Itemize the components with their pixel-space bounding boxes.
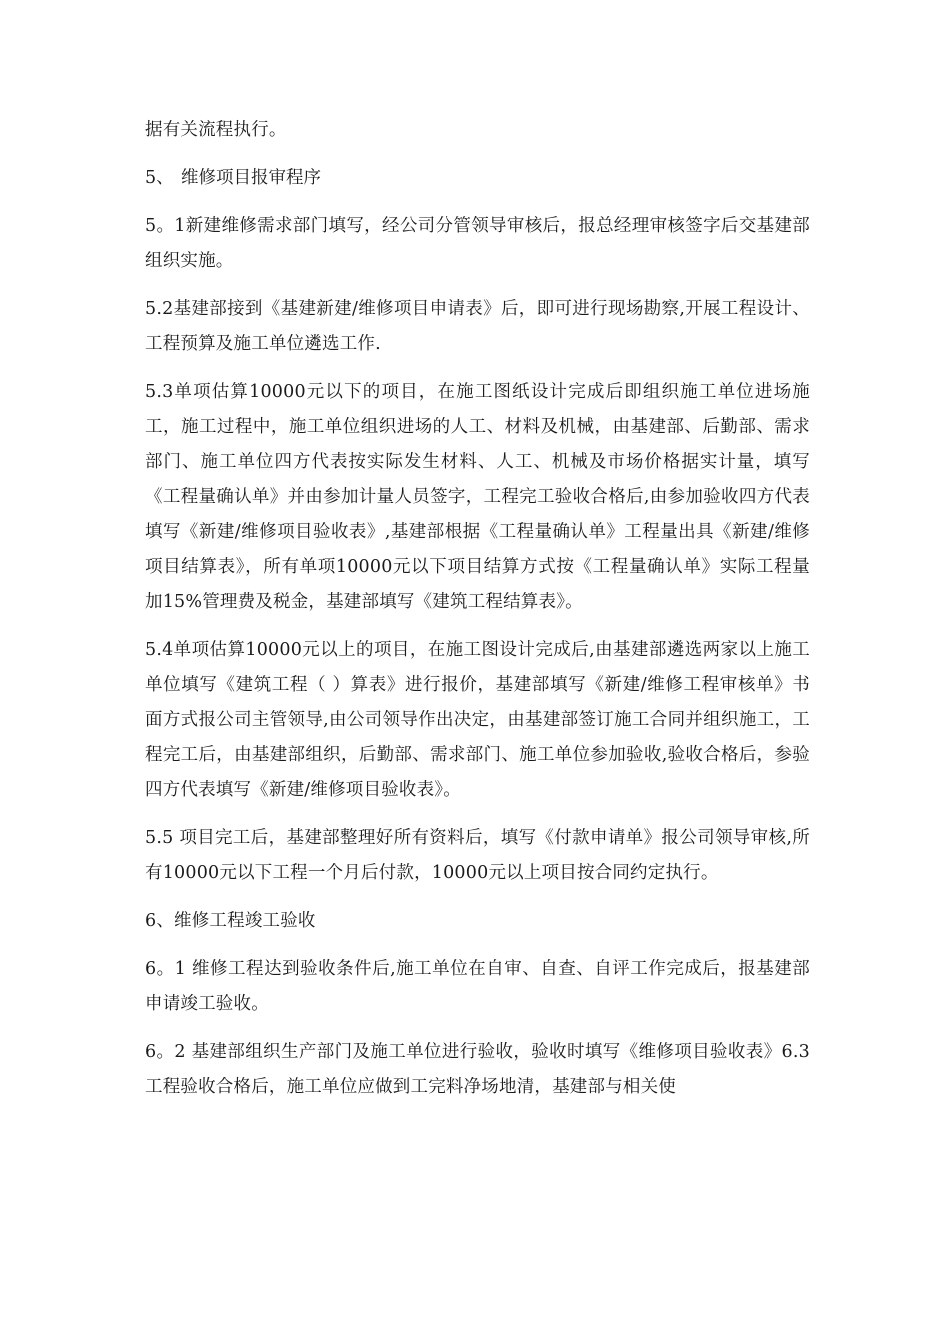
paragraph-5-3: 5.3单项估算10000元以下的项目，在施工图纸设计完成后即组织施工单位进场施工，施工过程中，施工单位组织进场的人工、材料及机械，由基建部、后勤部、需求部门、施工单位四方代表按实际发生材料、人工、机械及市场价格据实计量，填写《工程量确认单》并由参加计量人员签字，工程完工验收合格后,由参加验收四方代表填写《新建/维修项目验收表》,基建部根据《工程量确认单》工程量出具《新建/维修项目结算表》，所有单项10000元以下项目结算方式按《工程量确认单》实际工程量加15%管理费及税金，基建部填写《建筑工程结算表》。 [145, 382, 810, 612]
paragraph-6-1: 6。1 维修工程达到验收条件后,施工单位在自审、自查、自评工作完成后，报基建部申请竣工验收。 [145, 959, 810, 1014]
paragraph-continuation: 据有关流程执行。 [145, 120, 287, 140]
paragraph-5-1: 5。1新建维修需求部门填写，经公司分管领导审核后，报总经理审核签字后交基建部组织实施。 [145, 216, 810, 271]
section-title: 维修项目报审程序 [181, 168, 321, 188]
section-heading-5 [145, 161, 810, 196]
section-number: 5、 [145, 168, 174, 188]
paragraph-5-5: 5.5 项目完工后，基建部整理好所有资料后，填写《付款申请单》报公司领导审核,所有10000元以下工程一个月后付款，10000元以上项目按合同约定执行。 [145, 828, 810, 883]
paragraph-5-4: 5.4单项估算10000元以上的项目，在施工图设计完成后,由基建部遴选两家以上施工单位填写《建筑工程（ ）算表》进行报价，基建部填写《新建/维修工程审核单》书面方式报公司主管领导,由公司领导作出决定，由基建部签订施工合同并组织施工，工程完工后，由基建部组织，后勤部、需求部门、施工单位参加验收,验收合格后，参验四方代表填写《新建/维修项目验收表》。 [145, 640, 810, 800]
paragraph-5-2: 5.2基建部接到《基建新建/维修项目申请表》后，即可进行现场勘察,开展工程设计、工程预算及施工单位遴选工作. [145, 299, 810, 354]
paragraph-6-2: 6。2 基建部组织生产部门及施工单位进行验收，验收时填写《维修项目验收表》6.3工程验收合格后，施工单位应做到工完料净场地清，基建部与相关使 [145, 1042, 810, 1097]
document-body [145, 113, 810, 1118]
section-heading-6: 6、维修工程竣工验收 [145, 911, 316, 931]
